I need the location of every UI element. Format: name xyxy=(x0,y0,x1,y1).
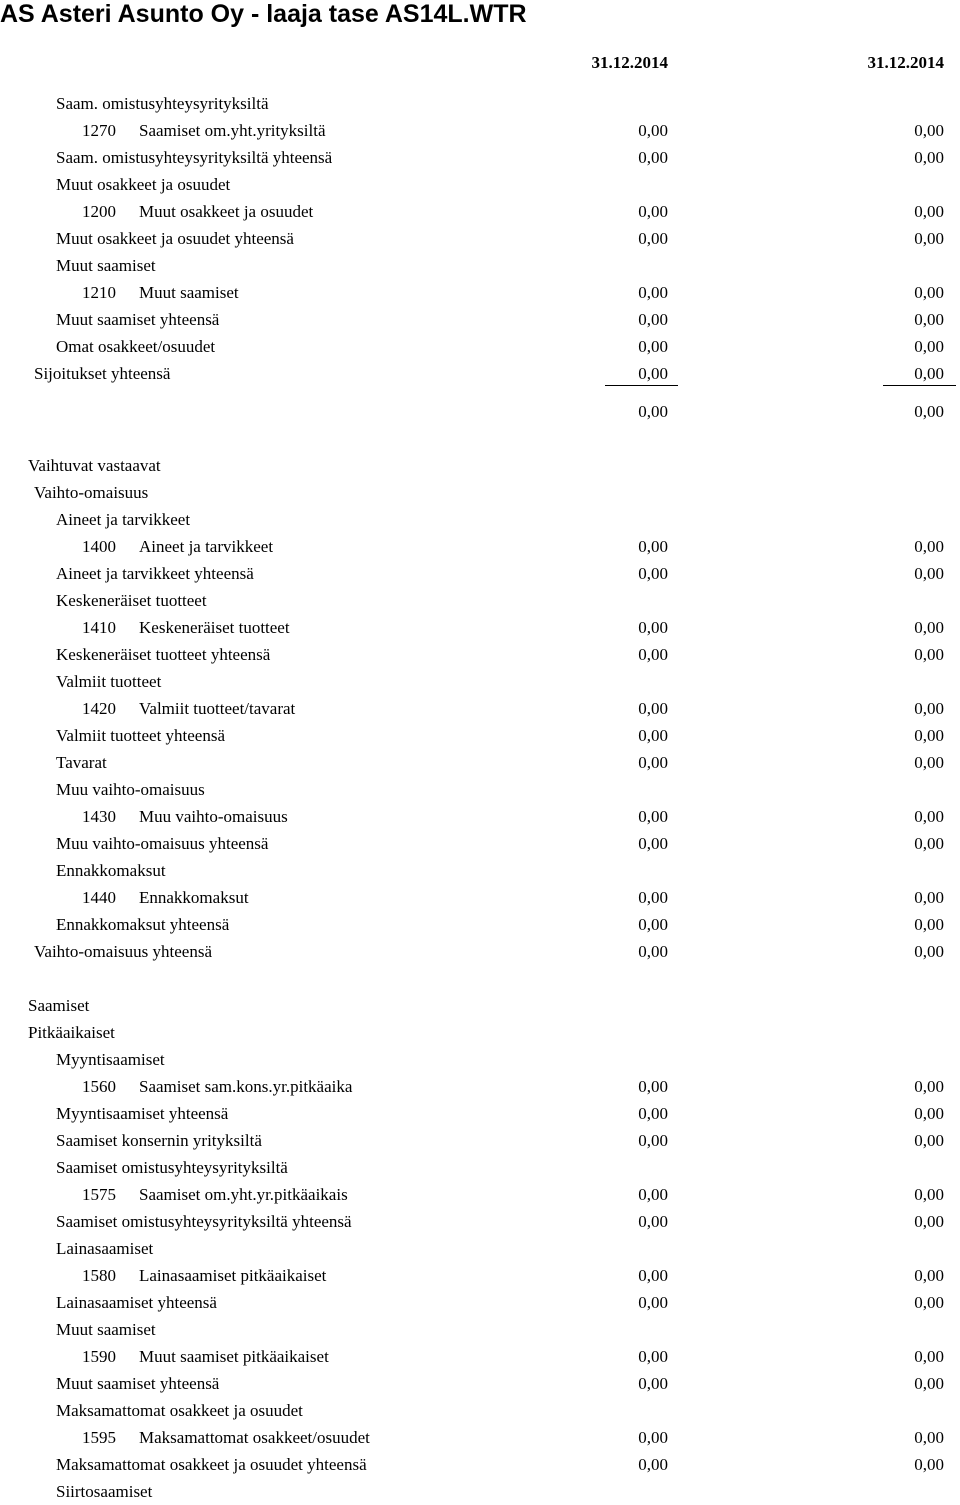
total-row xyxy=(0,1100,960,1127)
value-current: 0,00 xyxy=(638,1104,668,1123)
total-label: Saamiset omistusyhteysyrityksiltä yhteensä xyxy=(56,1212,352,1231)
section-heading: Keskeneräiset tuotteet xyxy=(56,591,207,610)
total-row xyxy=(0,1370,960,1397)
total-label: Muut saamiset yhteensä xyxy=(56,310,220,329)
value-current: 0,00 xyxy=(638,834,668,853)
value-previous: 0,00 xyxy=(914,310,944,329)
account-row xyxy=(0,614,960,641)
section-heading: Pitkäaikaiset xyxy=(28,1023,115,1042)
account-name: Saamiset om.yht.yrityksiltä xyxy=(139,121,326,140)
section-heading: Muut saamiset xyxy=(56,256,156,275)
section-heading: Muu vaihto-omaisuus xyxy=(56,780,205,799)
value-previous: 0,00 xyxy=(914,834,944,853)
value-previous: 0,00 xyxy=(914,753,944,772)
value-current: 0,00 xyxy=(638,618,668,637)
account-number: 1595 xyxy=(82,1428,116,1447)
value-current: 0,00 xyxy=(638,1185,668,1204)
total-row xyxy=(0,333,960,360)
account-name: Saamiset sam.kons.yr.pitkäaika xyxy=(139,1077,353,1096)
group-row xyxy=(0,1397,960,1424)
total-label: Ennakkomaksut yhteensä xyxy=(56,915,230,934)
value-previous: 0,00 xyxy=(914,229,944,248)
account-row xyxy=(0,884,960,911)
account-name: Lainasaamiset pitkäaikaiset xyxy=(139,1266,327,1285)
account-row xyxy=(0,695,960,722)
group-row xyxy=(0,587,960,614)
account-row xyxy=(0,279,960,306)
value-current: 0,00 xyxy=(638,753,668,772)
account-row xyxy=(0,1343,960,1370)
account-row xyxy=(0,1262,960,1289)
account-row xyxy=(0,1181,960,1208)
value-current: 0,00 xyxy=(638,726,668,745)
account-number: 1410 xyxy=(82,618,116,637)
value-current: 0,00 xyxy=(638,283,668,302)
value-current: 0,00 xyxy=(638,364,668,383)
account-number: 1200 xyxy=(82,202,116,221)
account-name: Ennakkomaksut xyxy=(139,888,249,907)
total-row xyxy=(0,722,960,749)
account-number: 1430 xyxy=(82,807,116,826)
value-current: 0,00 xyxy=(638,337,668,356)
total-row xyxy=(0,1127,960,1154)
section-heading: Saamiset xyxy=(28,996,90,1015)
total-row xyxy=(0,749,960,776)
value-previous: 0,00 xyxy=(914,645,944,664)
group-row xyxy=(0,857,960,884)
value-current: 0,00 xyxy=(638,1293,668,1312)
account-number: 1420 xyxy=(82,699,116,718)
value-current: 0,00 xyxy=(638,942,668,961)
group-row xyxy=(0,1154,960,1181)
group-row xyxy=(0,252,960,279)
account-name: Maksamattomat osakkeet/osuudet xyxy=(139,1428,370,1447)
value-previous: 0,00 xyxy=(914,402,944,421)
section-heading: Aineet ja tarvikkeet xyxy=(56,510,191,529)
account-number: 1270 xyxy=(82,121,116,140)
group-row xyxy=(0,1316,960,1343)
total-label: Omat osakkeet/osuudet xyxy=(56,337,216,356)
value-previous: 0,00 xyxy=(914,1131,944,1150)
value-previous: 0,00 xyxy=(914,121,944,140)
account-number: 1400 xyxy=(82,537,116,556)
value-current: 0,00 xyxy=(638,202,668,221)
report-title: AS Asteri Asunto Oy - laaja tase AS14L.WTR xyxy=(0,0,527,28)
total-label: Tavarat xyxy=(56,753,107,772)
section-heading: Valmiit tuotteet xyxy=(56,672,162,691)
total-label: Myyntisaamiset yhteensä xyxy=(56,1104,229,1123)
value-current: 0,00 xyxy=(638,310,668,329)
value-previous: 0,00 xyxy=(914,1212,944,1231)
account-name: Muut saamiset xyxy=(139,283,239,302)
group-row xyxy=(0,668,960,695)
value-current: 0,00 xyxy=(638,888,668,907)
total-label: Sijoitukset yhteensä xyxy=(34,364,171,383)
column-header-previous: 31.12.2014 xyxy=(867,53,944,72)
value-previous: 0,00 xyxy=(914,1374,944,1393)
total-label: Muu vaihto-omaisuus yhteensä xyxy=(56,834,269,853)
value-current: 0,00 xyxy=(638,564,668,583)
group-row xyxy=(0,506,960,533)
section-heading: Vaihtuvat vastaavat xyxy=(28,456,161,475)
account-name: Muut saamiset pitkäaikaiset xyxy=(139,1347,329,1366)
total-row xyxy=(0,1451,960,1478)
group-row xyxy=(0,452,960,479)
section-heading: Siirtosaamiset xyxy=(56,1482,153,1501)
total-row xyxy=(0,830,960,857)
section-heading: Saamiset omistusyhteysyrityksiltä xyxy=(56,1158,288,1177)
total-row xyxy=(0,1289,960,1316)
account-row xyxy=(0,803,960,830)
group-row xyxy=(0,992,960,1019)
value-previous: 0,00 xyxy=(914,888,944,907)
total-row xyxy=(0,641,960,668)
value-previous: 0,00 xyxy=(914,807,944,826)
section-heading: Maksamattomat osakkeet ja osuudet xyxy=(56,1401,303,1420)
value-current: 0,00 xyxy=(638,1077,668,1096)
value-current: 0,00 xyxy=(638,1347,668,1366)
value-current: 0,00 xyxy=(638,1374,668,1393)
section-heading: Ennakkomaksut xyxy=(56,861,166,880)
value-current: 0,00 xyxy=(638,1428,668,1447)
total-rule-previous xyxy=(883,385,956,386)
value-previous: 0,00 xyxy=(914,337,944,356)
value-previous: 0,00 xyxy=(914,1428,944,1447)
value-previous: 0,00 xyxy=(914,364,944,383)
value-current: 0,00 xyxy=(638,645,668,664)
account-row xyxy=(0,198,960,225)
value-current: 0,00 xyxy=(638,229,668,248)
total-rule-current xyxy=(605,385,678,386)
total-label: Valmiit tuotteet yhteensä xyxy=(56,726,226,745)
group-row xyxy=(0,479,960,506)
value-previous: 0,00 xyxy=(914,618,944,637)
total-label: Muut saamiset yhteensä xyxy=(56,1374,220,1393)
value-previous: 0,00 xyxy=(914,1455,944,1474)
account-number: 1210 xyxy=(82,283,116,302)
value-current: 0,00 xyxy=(638,1266,668,1285)
section-heading: Lainasaamiset xyxy=(56,1239,154,1258)
value-current: 0,00 xyxy=(638,121,668,140)
account-name: Muu vaihto-omaisuus xyxy=(139,807,288,826)
account-row xyxy=(0,1073,960,1100)
value-previous: 0,00 xyxy=(914,564,944,583)
account-name: Muut osakkeet ja osuudet xyxy=(139,202,314,221)
group-row xyxy=(0,171,960,198)
column-header-row xyxy=(0,49,960,76)
value-current: 0,00 xyxy=(638,915,668,934)
value-previous: 0,00 xyxy=(914,537,944,556)
account-number: 1440 xyxy=(82,888,116,907)
section-heading: Muut saamiset xyxy=(56,1320,156,1339)
group-row xyxy=(0,1019,960,1046)
total-label: Saam. omistusyhteysyrityksiltä yhteensä xyxy=(56,148,333,167)
value-current: 0,00 xyxy=(638,1455,668,1474)
account-name: Keskeneräiset tuotteet xyxy=(139,618,290,637)
total-label: Saamiset konsernin yrityksiltä xyxy=(56,1131,262,1150)
group-row xyxy=(0,1235,960,1262)
account-name: Aineet ja tarvikkeet xyxy=(139,537,274,556)
group-row xyxy=(0,1046,960,1073)
group-row xyxy=(0,776,960,803)
value-current: 0,00 xyxy=(638,699,668,718)
account-number: 1580 xyxy=(82,1266,116,1285)
value-previous: 0,00 xyxy=(914,699,944,718)
total-row xyxy=(0,560,960,587)
account-name: Saamiset om.yht.yr.pitkäaikais xyxy=(139,1185,348,1204)
total-row xyxy=(0,360,960,387)
account-number: 1560 xyxy=(82,1077,116,1096)
account-number: 1575 xyxy=(82,1185,116,1204)
value-previous: 0,00 xyxy=(914,148,944,167)
group-row xyxy=(0,90,960,117)
total-label: Lainasaamiset yhteensä xyxy=(56,1293,217,1312)
value-previous: 0,00 xyxy=(914,1293,944,1312)
total-label: Vaihto-omaisuus yhteensä xyxy=(34,942,212,961)
value-current: 0,00 xyxy=(638,148,668,167)
account-number: 1590 xyxy=(82,1347,116,1366)
value-current: 0,00 xyxy=(638,1212,668,1231)
total-label: Maksamattomat osakkeet ja osuudet yhteensä xyxy=(56,1455,367,1474)
total-row xyxy=(0,225,960,252)
group-row xyxy=(0,1478,960,1505)
section-heading: Saam. omistusyhteysyrityksiltä xyxy=(56,94,269,113)
total-row xyxy=(0,306,960,333)
value-previous: 0,00 xyxy=(914,726,944,745)
total-row xyxy=(0,1208,960,1235)
section-heading: Muut osakkeet ja osuudet xyxy=(56,175,231,194)
total-label: Muut osakkeet ja osuudet yhteensä xyxy=(56,229,294,248)
account-name: Valmiit tuotteet/tavarat xyxy=(139,699,296,718)
value-previous: 0,00 xyxy=(914,1077,944,1096)
grand-total-row xyxy=(0,398,960,425)
column-header-current: 31.12.2014 xyxy=(591,53,668,72)
value-previous: 0,00 xyxy=(914,1347,944,1366)
value-previous: 0,00 xyxy=(914,1266,944,1285)
value-previous: 0,00 xyxy=(914,202,944,221)
account-row xyxy=(0,117,960,144)
value-previous: 0,00 xyxy=(914,283,944,302)
value-current: 0,00 xyxy=(638,807,668,826)
value-current: 0,00 xyxy=(638,402,668,421)
account-row xyxy=(0,1424,960,1451)
value-current: 0,00 xyxy=(638,537,668,556)
total-label: Aineet ja tarvikkeet yhteensä xyxy=(56,564,254,583)
value-current: 0,00 xyxy=(638,1131,668,1150)
value-previous: 0,00 xyxy=(914,915,944,934)
total-label: Keskeneräiset tuotteet yhteensä xyxy=(56,645,271,664)
value-previous: 0,00 xyxy=(914,1185,944,1204)
account-row xyxy=(0,533,960,560)
total-row xyxy=(0,144,960,171)
value-previous: 0,00 xyxy=(914,1104,944,1123)
total-row xyxy=(0,911,960,938)
section-heading: Myyntisaamiset xyxy=(56,1050,165,1069)
value-previous: 0,00 xyxy=(914,942,944,961)
section-heading: Vaihto-omaisuus xyxy=(34,483,149,502)
total-row xyxy=(0,938,960,965)
